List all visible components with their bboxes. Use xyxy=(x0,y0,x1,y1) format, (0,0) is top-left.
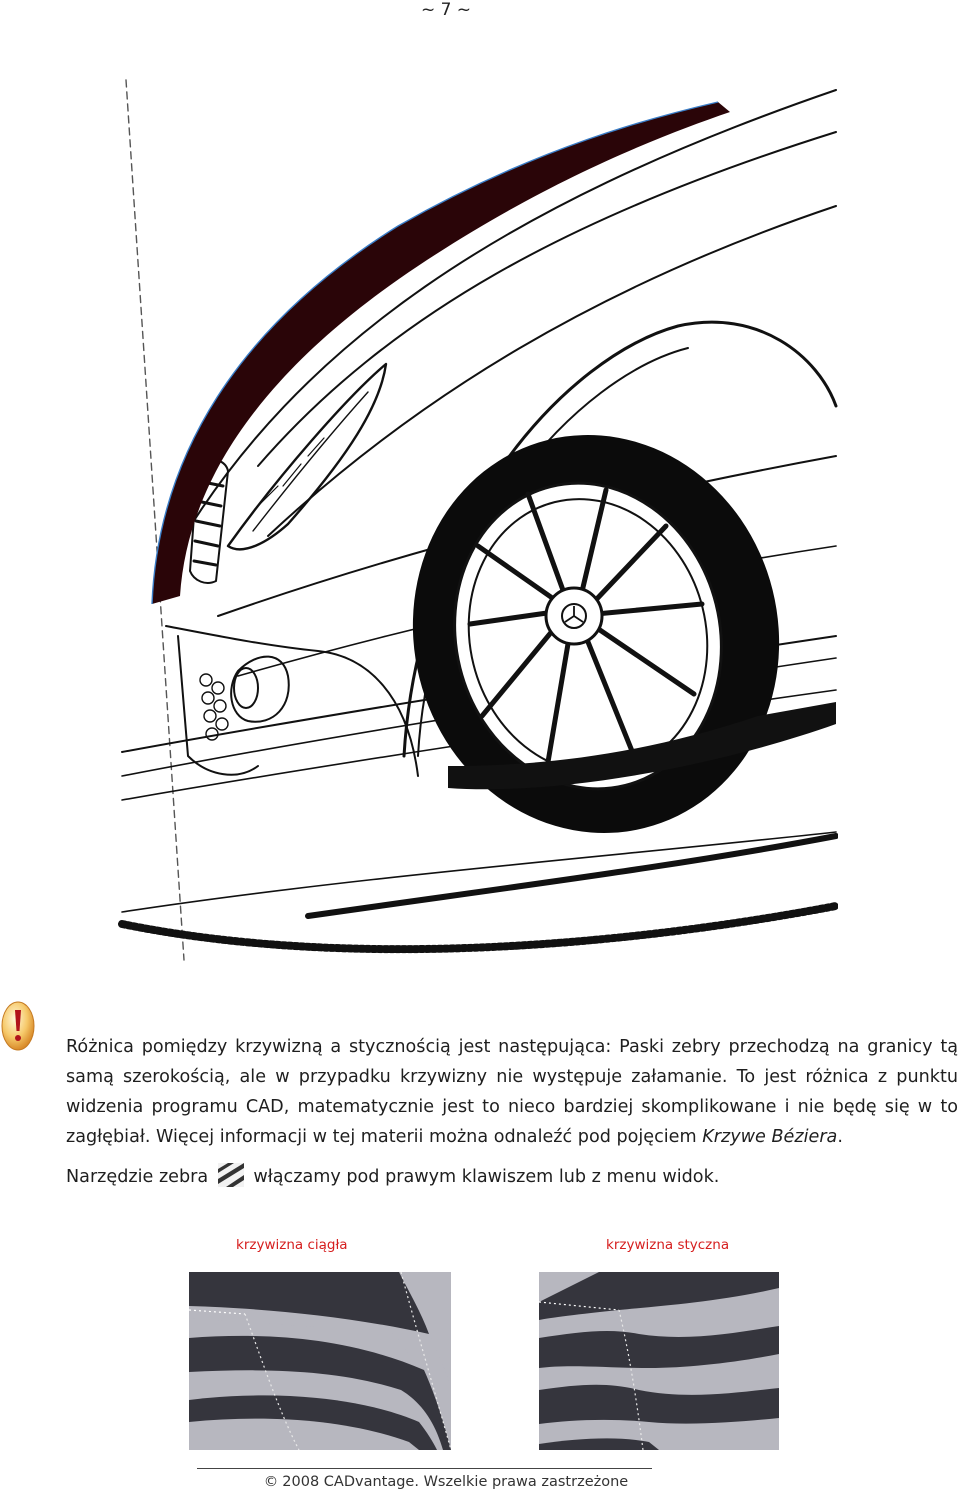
car-fender-illustration xyxy=(118,76,838,962)
caption-continuous-curvature: krzywizna ciągła xyxy=(236,1237,348,1253)
zebra-tangent-image xyxy=(539,1272,779,1450)
tool-line-after: włączamy pod prawym klawiszem lub z menu widok. xyxy=(253,1167,720,1187)
warning-exclamation-icon xyxy=(0,1000,36,1052)
zebra-continuous-image xyxy=(189,1272,453,1450)
caption-tangent-curvature: krzywizna styczna xyxy=(606,1237,730,1253)
note-text-end: . xyxy=(837,1127,843,1147)
footer-text: 2008 CADvantage. Wszelkie prawa zastrzeżone xyxy=(282,1474,629,1490)
curvature-note-paragraph xyxy=(66,1032,958,1152)
footer-divider xyxy=(197,1468,652,1469)
copyright-symbol: © xyxy=(263,1474,279,1490)
page-number: ~ 7 ~ xyxy=(420,0,472,20)
zebra-tool-instruction xyxy=(66,1162,958,1192)
note-text-main: Różnica pomiędzy krzywizną a stycznością jest następująca: Paski zebry przechodzą na granicy tą samą szerokością, ale w przypadku krzywizny nie występuje załamanie. To jest różnica z punktu widzenia programu CAD, matematycznie jest to nieco bardziej skomplikowane i nie będę się w to zagłębiał. Więcej informacji w tej materii można odnaleźć pod pojęciem xyxy=(66,1037,958,1147)
zebra-tool-icon xyxy=(218,1163,244,1187)
tool-line-before: Narzędzie zebra xyxy=(66,1167,209,1187)
bezier-term: Krzywe Béziera xyxy=(702,1127,838,1147)
footer-copyright xyxy=(0,1474,892,1490)
